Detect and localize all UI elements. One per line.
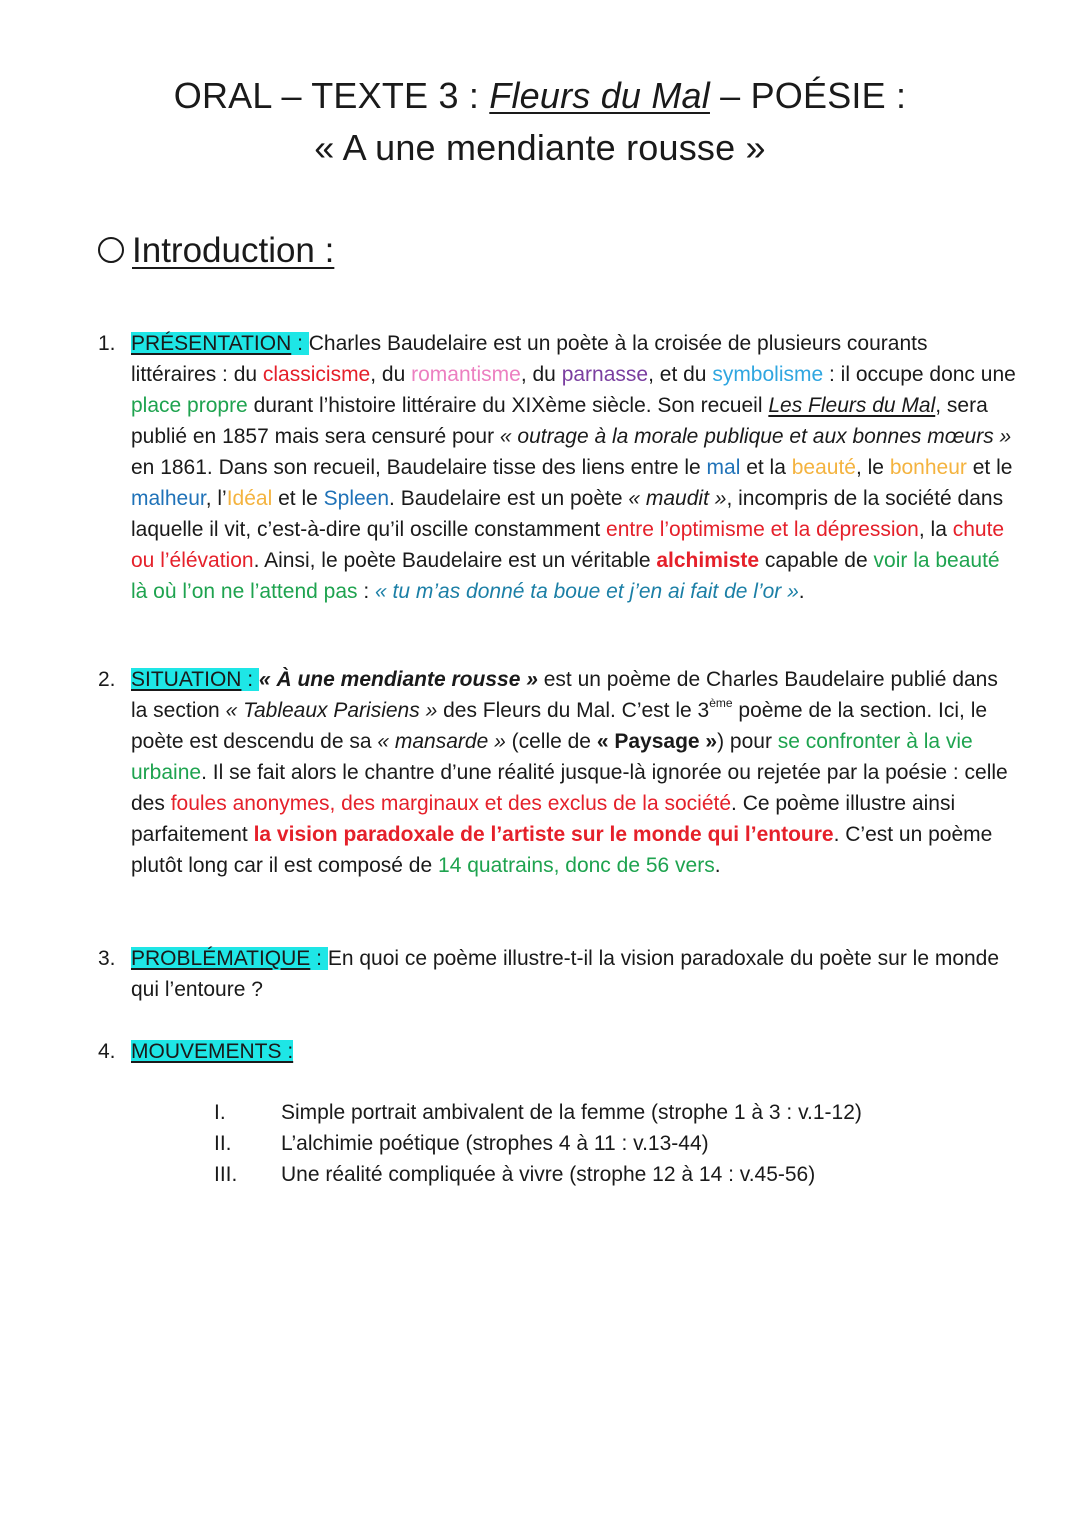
- keyword-voir-la-beaute: voir la beauté là où l’on ne l’attend pas: [131, 549, 1000, 603]
- mouvement-text: L’alchimie poétique (strophes 4 à 11 : v.13-44): [281, 1132, 709, 1155]
- poem-title-quote: « À une mendiante rousse »: [258, 668, 538, 691]
- roman-numeral: I.: [214, 1101, 226, 1124]
- text-run: Charles Baudelaire est un poète à la croisée de plusieurs courants littéraires : du: [131, 332, 928, 386]
- keyword-ideal: Idéal: [226, 487, 273, 510]
- section-heading-introduction: [98, 226, 334, 276]
- list-item-situation: [98, 664, 1018, 881]
- text-run: .: [798, 580, 805, 603]
- title-text-a: ORAL – TEXTE 3 :: [173, 75, 490, 116]
- text-run: , et du: [648, 363, 713, 386]
- text-run: (celle de: [505, 730, 597, 753]
- text-run: , incompris de la société dans laquelle il vit, c’est-à-dire qu’il oscille constamment: [131, 487, 1004, 541]
- quote-paysage: « Paysage »: [596, 730, 718, 753]
- presentation-paragraph: [131, 328, 1018, 607]
- roman-numeral: III.: [214, 1163, 238, 1186]
- list-item-mouvements: [98, 1036, 1018, 1067]
- introduction-label: Introduction :: [132, 231, 335, 270]
- text-run: en 1861. Dans son recueil, Baudelaire tisse des liens entre le: [131, 456, 707, 479]
- text-run: , sera publié en 1857 mais sera censuré pour: [131, 394, 988, 448]
- text-run: et le: [966, 456, 1013, 479]
- keyword-beaute: beauté: [791, 456, 856, 479]
- keyword-mal: mal: [706, 456, 741, 479]
- label-separator: :: [241, 668, 259, 691]
- text-run: .: [714, 854, 721, 877]
- text-run: , la: [918, 518, 953, 541]
- presentation-label: PRÉSENTATION: [131, 332, 292, 355]
- text-run: et la: [740, 456, 792, 479]
- list-item-problematique: [98, 943, 1018, 1005]
- hollow-circle-bullet-icon: [98, 237, 124, 263]
- page-title-line-1: [0, 70, 1080, 122]
- text-run: . Ainsi, le poète Baudelaire est un véritable: [253, 549, 657, 572]
- text-run: , du: [520, 363, 562, 386]
- keyword-classicisme: classicisme: [262, 363, 371, 386]
- keyword-romantisme: romantisme: [411, 363, 521, 386]
- text-run: est un poème de Charles Baudelaire publié dans la section: [131, 668, 998, 722]
- text-run: . Ce poème illustre ainsi parfaitement: [131, 792, 956, 846]
- keyword-quatrains: 14 quatrains, donc de 56 vers: [438, 854, 715, 877]
- text-run: . Baudelaire est un poète: [389, 487, 629, 510]
- keyword-alchimiste: alchimiste: [656, 549, 760, 572]
- text-run: . Il se fait alors le chantre d’une réalité jusque-là ignorée ou rejetée par la poésie : celle des: [131, 761, 1008, 815]
- keyword-vision-paradoxale: la vision paradoxale de l’artiste sur le monde qui l’entoure: [253, 823, 834, 846]
- roman-numeral: II.: [214, 1132, 232, 1155]
- list-number: 2.: [98, 668, 116, 691]
- problematique-text: En quoi ce poème illustre-t-il la vision paradoxale du poète sur le monde qui l’entoure ?: [131, 947, 1000, 1001]
- keyword-spleen: Spleen: [323, 487, 390, 510]
- text-run: poème de la section. Ici, le poète est descendu de sa: [131, 699, 988, 753]
- situation-label: SITUATION: [131, 668, 242, 691]
- quote-maudit: « maudit »: [628, 487, 727, 510]
- keyword-bonheur: bonheur: [889, 456, 967, 479]
- mouvement-text: Simple portrait ambivalent de la femme (strophe 1 à 3 : v.1-12): [281, 1101, 862, 1124]
- keyword-foules: foules anonymes, des marginaux et des exclus de la société: [170, 792, 732, 815]
- keyword-chute-elevation: chute ou l’élévation: [131, 518, 1005, 572]
- ordinal-superscript: ème: [709, 696, 733, 710]
- mouvement-text: Une réalité compliquée à vivre (strophe 12 à 14 : v.45-56): [281, 1163, 816, 1186]
- keyword-optimisme-depression: entre l’optimisme et la dépression: [606, 518, 919, 541]
- quote-outrage: « outrage à la morale publique et aux bonnes mœurs »: [499, 425, 1012, 448]
- text-run: ) pour: [717, 730, 778, 753]
- list-number: 1.: [98, 332, 116, 355]
- text-run: :: [357, 580, 376, 603]
- label-separator: :: [310, 947, 328, 970]
- keyword-malheur: malheur: [131, 487, 206, 510]
- keyword-place-propre: place propre: [131, 394, 248, 417]
- title-work-name: Fleurs du Mal: [489, 75, 710, 116]
- keyword-parnasse: parnasse: [561, 363, 649, 386]
- text-run: , l’: [205, 487, 227, 510]
- text-run: capable de: [759, 549, 874, 572]
- list-item-presentation: [98, 328, 1018, 607]
- work-title-les-fleurs-du-mal: Les Fleurs du Mal: [768, 394, 936, 417]
- keyword-symbolisme: symbolisme: [712, 363, 824, 386]
- label-separator: :: [291, 332, 309, 355]
- list-number: 3.: [98, 947, 116, 970]
- title-text-c: – POÉSIE :: [709, 75, 907, 116]
- text-run: , du: [370, 363, 412, 386]
- text-run: durant l’histoire littéraire du XIXème siècle. Son recueil: [247, 394, 769, 417]
- text-run: , le: [855, 456, 890, 479]
- list-number: 4.: [98, 1040, 116, 1063]
- text-run: des Fleurs du Mal. C’est le 3: [437, 699, 710, 722]
- mouvements-label: MOUVEMENTS :: [131, 1040, 294, 1063]
- quote-tableaux-parisiens: « Tableaux Parisiens »: [225, 699, 438, 722]
- problematique-paragraph: [131, 943, 1018, 1005]
- page-title-line-2: « A une mendiante rousse »: [314, 127, 766, 168]
- quote-boue-or: « tu m’as donné ta boue et j’en ai fait de l’or »: [375, 580, 799, 603]
- text-run: : il occupe donc une: [823, 363, 1016, 386]
- problematique-label: PROBLÉMATIQUE: [131, 947, 311, 970]
- keyword-confronter: se confronter à la vie urbaine: [131, 730, 973, 784]
- quote-mansarde: « mansarde »: [377, 730, 506, 753]
- text-run: . C’est un poème plutôt long car il est composé de: [131, 823, 993, 877]
- situation-paragraph: [131, 664, 1018, 881]
- text-run: et le: [272, 487, 324, 510]
